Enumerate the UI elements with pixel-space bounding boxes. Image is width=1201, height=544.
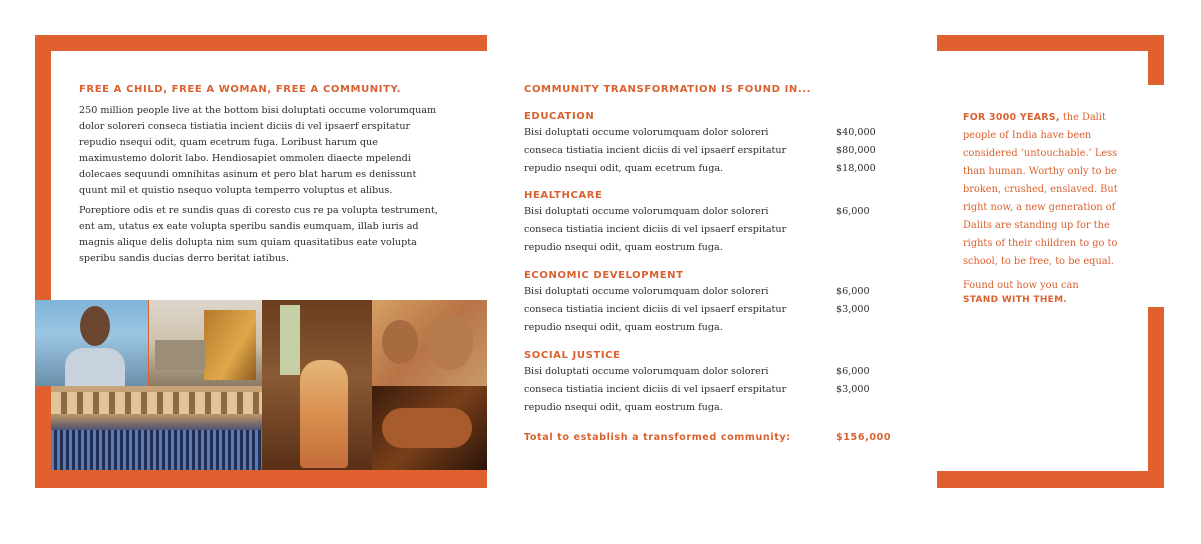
section-line: repudio nsequi odit, quam ecetrum fuga.: [524, 163, 724, 174]
section-education: [524, 111, 896, 178]
cta-text: Found out how you can: [963, 280, 1079, 291]
photo-woman-doorway: [262, 300, 372, 470]
total-row: [524, 432, 891, 443]
right-cta: [963, 278, 1135, 308]
middle-heading: COMMUNITY TRANSFORMATION IS FOUND IN...: [524, 84, 812, 95]
section-line: Bisi doluptati occume volorumquam dolor soloreri: [524, 286, 769, 297]
man-face: [80, 306, 110, 346]
photo-children-smiling: [372, 300, 487, 386]
amount: $40,000: [836, 127, 876, 138]
middle-panel: [487, 35, 937, 488]
right-text: the Dalit people of India have been considered ‘untouchable.’ Less than human. Worthy only to be broken, crushed, enslaved. But right now, a new generation of Dalits are standing up for the rights of their children to go to school, to be free, to be equal.: [963, 112, 1118, 267]
left-paragraph-1: 250 million people live at the bottom bisi doluptati occume volorumquam dolor soloreri conseca tistiatia incient diciis di vel ipsaerf erspitatur repudio nsequi odit, quam ecetrum fuga. Loribust harum que maximustemo dolorit labo. Hendiosapiet ommolen diaecte mpelendi dolecaes sequundi omnihitas asinum et pero blat harum es denissunt quunt mil et quistio nsequo volupta temperro voluptus et alibus.: [79, 105, 437, 196]
child-face-2: [427, 314, 473, 370]
section-line: conseca tistiatia incient diciis di vel ipsaerf erspitatur: [524, 304, 787, 315]
amount: $3,000: [836, 384, 870, 395]
shelter-roof: [155, 340, 205, 370]
section-economic-development: [524, 270, 896, 337]
man-shirt: [65, 348, 125, 386]
shelter-tent: [204, 310, 256, 380]
right-lead: FOR 3000 YEARS,: [963, 112, 1060, 123]
left-heading: FREE A CHILD, FREE A WOMAN, FREE A COMMUNITY.: [79, 84, 402, 95]
amount: $18,000: [836, 163, 876, 174]
section-line: Bisi doluptati occume volorumquam dolor soloreri: [524, 127, 769, 138]
section-title: ECONOMIC DEVELOPMENT: [524, 270, 684, 281]
photo-camp-shelters: [149, 300, 262, 386]
right-panel: [937, 51, 1148, 471]
section-line: conseca tistiatia incient diciis di vel ipsaerf erspitatur: [524, 384, 787, 395]
left-body: [79, 103, 439, 271]
photo-school-assembly: [51, 386, 262, 470]
section-line: conseca tistiatia incient diciis di vel ipsaerf erspitatur: [524, 224, 787, 235]
hand-shape: [382, 408, 472, 448]
section-line: repudio nsequi odit, quam eostrum fuga.: [524, 242, 723, 253]
photo-man-portrait: [35, 300, 148, 386]
total-label: Total to establish a transformed community:: [524, 432, 791, 443]
building-arches: [51, 392, 262, 414]
left-panel: [51, 51, 487, 300]
section-line: repudio nsequi odit, quam eostrum fuga.: [524, 402, 723, 413]
woman-figure: [300, 360, 348, 468]
section-title: SOCIAL JUSTICE: [524, 350, 621, 361]
section-line: Bisi doluptati occume volorumquam dolor soloreri: [524, 366, 769, 377]
left-paragraph-2: Poreptiore odis et re sundis quas di coresto cus re pa volupta testrument, ent am, utatus ex eate volupta speribu sandis eumquam, illab iuris ad magnis alique delis dolupta nim sum quiam quasitatibus eate volupta speribu sandis ducias derro beritat iatibus.: [79, 205, 438, 264]
students-rows: [51, 430, 262, 470]
section-line: Bisi doluptati occume volorumquam dolor soloreri: [524, 206, 769, 217]
section-social-justice: [524, 350, 896, 417]
amount: $80,000: [836, 145, 876, 156]
child-face-1: [382, 320, 418, 364]
amount: $3,000: [836, 304, 870, 315]
doorway-light: [280, 305, 300, 375]
section-title: HEALTHCARE: [524, 190, 603, 201]
photo-hands-clasped: [372, 386, 487, 470]
section-line: repudio nsequi odit, quam eostrum fuga.: [524, 322, 723, 333]
stand-with-them-link[interactable]: STAND WITH THEM.: [963, 295, 1068, 305]
section-line: conseca tistiatia incient diciis di vel ipsaerf erspitatur: [524, 145, 787, 156]
section-title: EDUCATION: [524, 111, 595, 122]
section-healthcare: [524, 190, 896, 257]
amount: $6,000: [836, 366, 870, 377]
amount: $6,000: [836, 206, 870, 217]
amount: $6,000: [836, 286, 870, 297]
total-value: $156,000: [836, 432, 892, 443]
right-intro: [963, 109, 1135, 271]
